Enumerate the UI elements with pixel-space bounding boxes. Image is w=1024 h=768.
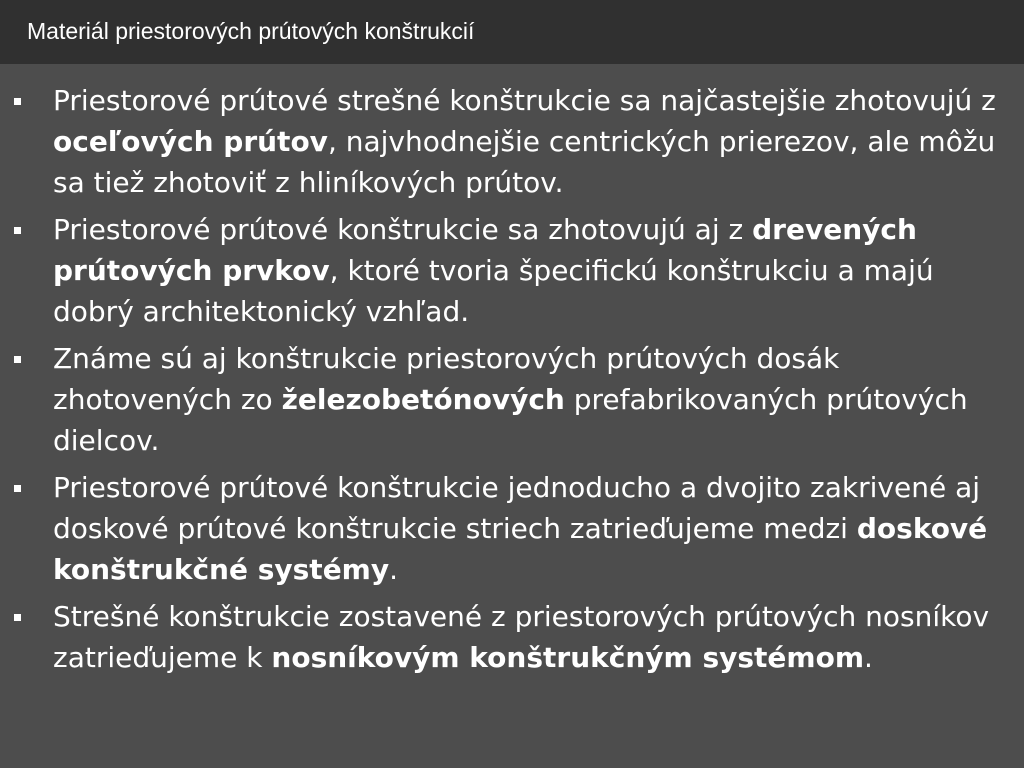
- bullet-5-emphasis: nosníkovým konštrukčným systémom: [271, 641, 865, 674]
- bullet-5-text: Strešné konštrukcie zostavené z priestorových prútových nosníkov zatrieďujeme k: [53, 600, 990, 674]
- bullet-item-5: [0, 596, 1024, 678]
- bullet-item-2: [0, 209, 1024, 332]
- bullet-4-text: Priestorové prútové konštrukcie jednoducho a dvojito zakrivené aj doskové prútové konštrukcie striech zatrieďujeme medzi: [53, 471, 981, 545]
- bullet-1-text-end: , najvhodnejšie centrických prierezov, ale môžu sa tiež zhotoviť z hliníkových prútov.: [53, 125, 996, 199]
- square-bullet-icon: [14, 356, 21, 363]
- bullet-1-text: Priestorové prútové strešné konštrukcie sa najčastejšie zhotovujú z: [53, 84, 996, 117]
- bullet-list: [0, 80, 1024, 684]
- bullet-4-text-end: .: [389, 553, 399, 586]
- square-bullet-icon: [14, 227, 21, 234]
- slide-title: Materiál priestorových prútových konštrukcií: [27, 18, 475, 44]
- bullet-3-emphasis: železobetónových: [281, 383, 565, 416]
- bullet-5-text-end: .: [864, 641, 873, 674]
- bullet-2-text-end: , ktoré tvoria špecifickú konštrukciu a majú dobrý architektonický vzhľad.: [53, 254, 934, 328]
- square-bullet-icon: [14, 614, 21, 621]
- square-bullet-icon: [14, 98, 21, 105]
- bullet-1-emphasis: oceľových prútov: [53, 125, 328, 158]
- bullet-item-4: [0, 467, 1024, 590]
- bullet-item-1: [0, 80, 1024, 203]
- square-bullet-icon: [14, 485, 21, 492]
- bullet-4-emphasis: doskové konštrukčné systémy: [53, 512, 988, 586]
- bullet-3-text: Známe sú aj konštrukcie priestorových prútových dosák zhotovených zo: [53, 342, 840, 416]
- bullet-2-emphasis: drevených prútových prvkov: [53, 213, 917, 287]
- bullet-2-text: Priestorové prútové konštrukcie sa zhotovujú aj z: [53, 213, 753, 246]
- title-bar: [0, 0, 1024, 64]
- bullet-item-3: [0, 338, 1024, 461]
- bullet-3-text-end: prefabrikovaných prútových dielcov.: [53, 383, 968, 457]
